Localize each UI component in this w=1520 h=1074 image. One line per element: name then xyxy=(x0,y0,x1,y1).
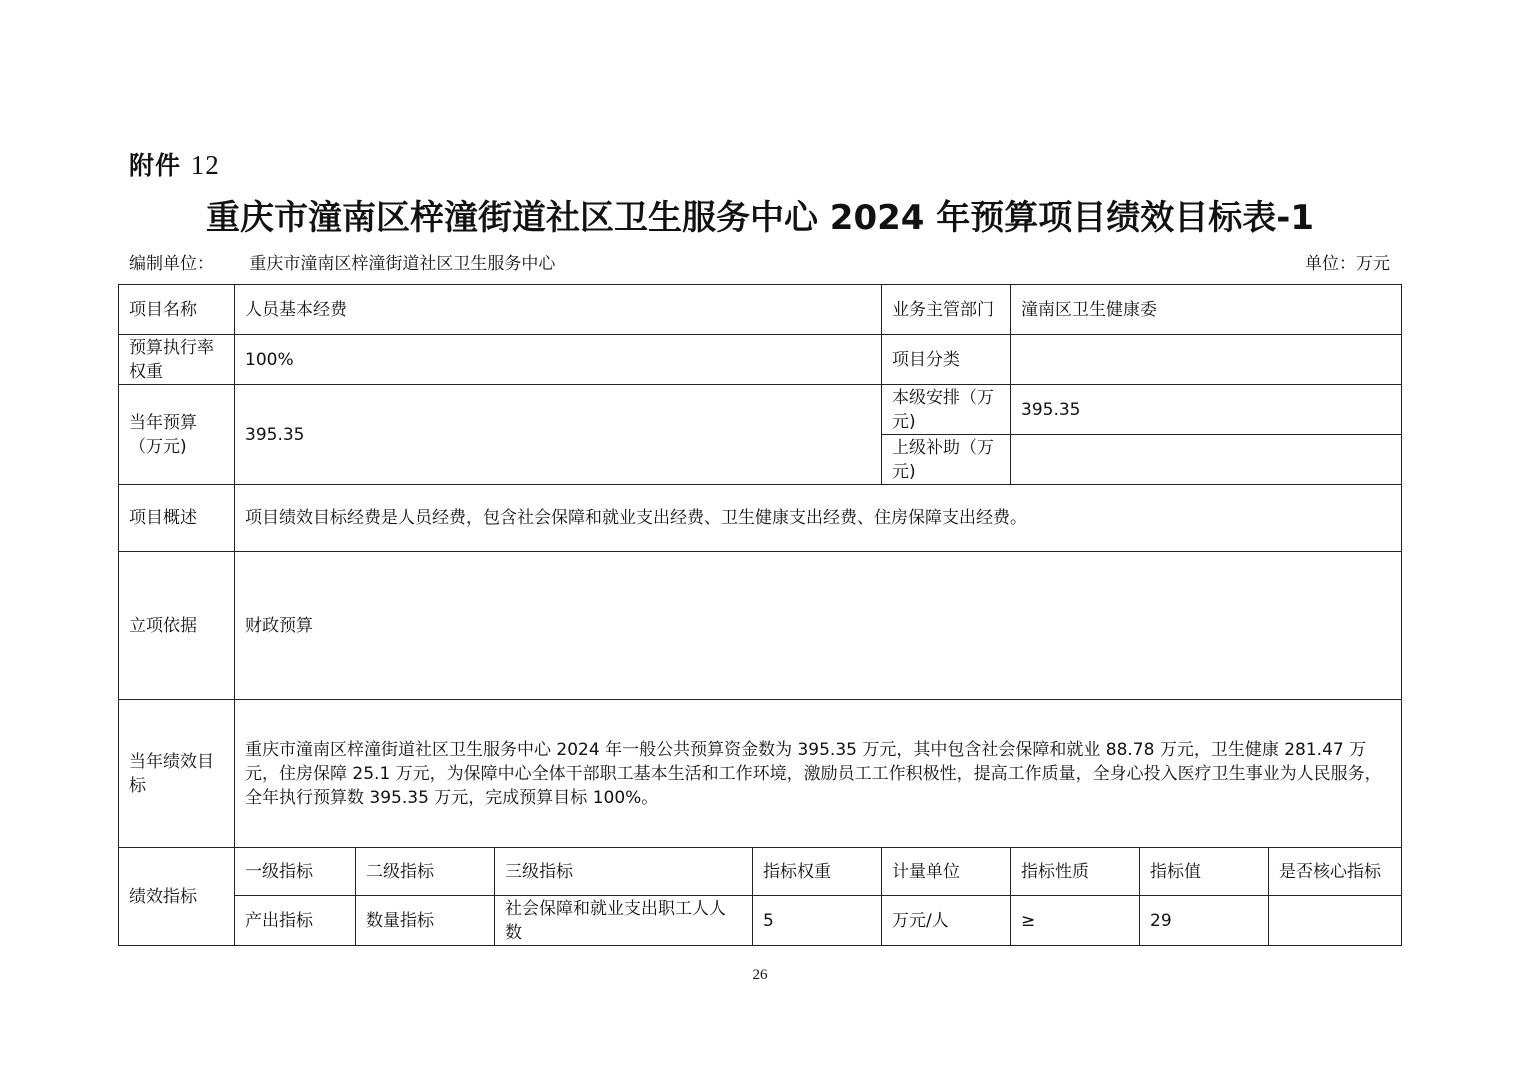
indicator-label: 绩效指标 xyxy=(119,848,235,946)
row-exec-rate xyxy=(119,335,1402,385)
overview-value: 项目绩效目标经费是人员经费，包含社会保障和就业支出经费、卫生健康支出经费、住房保障支出经费。 xyxy=(235,485,1402,552)
compiler-value: 重庆市潼南区梓潼街道社区卫生服务中心 xyxy=(249,254,556,274)
budget-value: 395.35 xyxy=(235,385,882,485)
category-label: 项目分类 xyxy=(882,335,1011,385)
indicator-header-cell: 是否核心指标 xyxy=(1269,848,1402,896)
category-value xyxy=(1011,335,1402,385)
indicator-cell: ≥ xyxy=(1011,896,1140,946)
overview-label: 项目概述 xyxy=(119,485,235,552)
indicator-cell xyxy=(1269,896,1402,946)
superior-value xyxy=(1011,435,1402,485)
row-budget-local xyxy=(119,385,1402,435)
exec-rate-label: 预算执行率权重 xyxy=(119,335,235,385)
indicator-cell: 产出指标 xyxy=(235,896,356,946)
goal-value: 重庆市潼南区梓潼街道社区卫生服务中心 2024 年一般公共预算资金数为 395.35 万元，其中包含社会保障和就业 88.78 万元，卫生健康 281.47 万元，住房保障 25.1 万元，为保障中心全体干部职工基本生活和工作环境，激励员工工作积极性，提高工作质量，全身心投入医疗卫生事业为人民服务，全年执行预算数 395.35 万元，完成预算目标 100%。 xyxy=(235,700,1402,848)
row-goal xyxy=(119,700,1402,848)
dept-value: 潼南区卫生健康委 xyxy=(1011,285,1402,335)
page-number: 26 xyxy=(752,967,768,983)
indicator-cell: 5 xyxy=(753,896,882,946)
table-row xyxy=(119,896,1402,946)
indicator-header-cell: 指标值 xyxy=(1140,848,1269,896)
unit-label: 单位：万元 xyxy=(1305,254,1390,274)
project-name-value: 人员基本经费 xyxy=(235,285,882,335)
compiler-line xyxy=(129,249,555,274)
attachment-label xyxy=(129,146,220,182)
superior-label: 上级补助（万元) xyxy=(882,435,1011,485)
exec-rate-value: 100% xyxy=(235,335,882,385)
basis-value: 财政预算 xyxy=(235,552,1402,700)
performance-table xyxy=(118,284,1402,946)
project-name-label: 项目名称 xyxy=(119,285,235,335)
attachment-number: 12 xyxy=(190,150,220,180)
local-value: 395.35 xyxy=(1011,385,1402,435)
budget-label: 当年预算（万元) xyxy=(119,385,235,485)
indicator-cell: 社会保障和就业支出职工人人数 xyxy=(495,896,753,946)
indicator-cell: 数量指标 xyxy=(356,896,495,946)
indicator-header-cell: 一级指标 xyxy=(235,848,356,896)
indicator-header-cell: 二级指标 xyxy=(356,848,495,896)
row-project-name xyxy=(119,285,1402,335)
indicator-header-cell: 计量单位 xyxy=(882,848,1011,896)
row-basis xyxy=(119,552,1402,700)
compiler-label: 编制单位： xyxy=(129,254,214,274)
indicator-cell: 万元/人 xyxy=(882,896,1011,946)
indicator-header-row xyxy=(119,848,1402,896)
goal-label: 当年绩效目标 xyxy=(119,700,235,848)
indicator-header-cell: 指标权重 xyxy=(753,848,882,896)
dept-label: 业务主管部门 xyxy=(882,285,1011,335)
indicator-header-cell: 指标性质 xyxy=(1011,848,1140,896)
attachment-word: 附件 xyxy=(129,151,182,180)
document-title: 重庆市潼南区梓潼街道社区卫生服务中心 2024 年预算项目绩效目标表-1 xyxy=(205,198,1315,238)
indicator-header-cell: 三级指标 xyxy=(495,848,753,896)
basis-label: 立项依据 xyxy=(119,552,235,700)
local-label: 本级安排（万元) xyxy=(882,385,1011,435)
indicator-cell: 29 xyxy=(1140,896,1269,946)
row-overview xyxy=(119,485,1402,552)
